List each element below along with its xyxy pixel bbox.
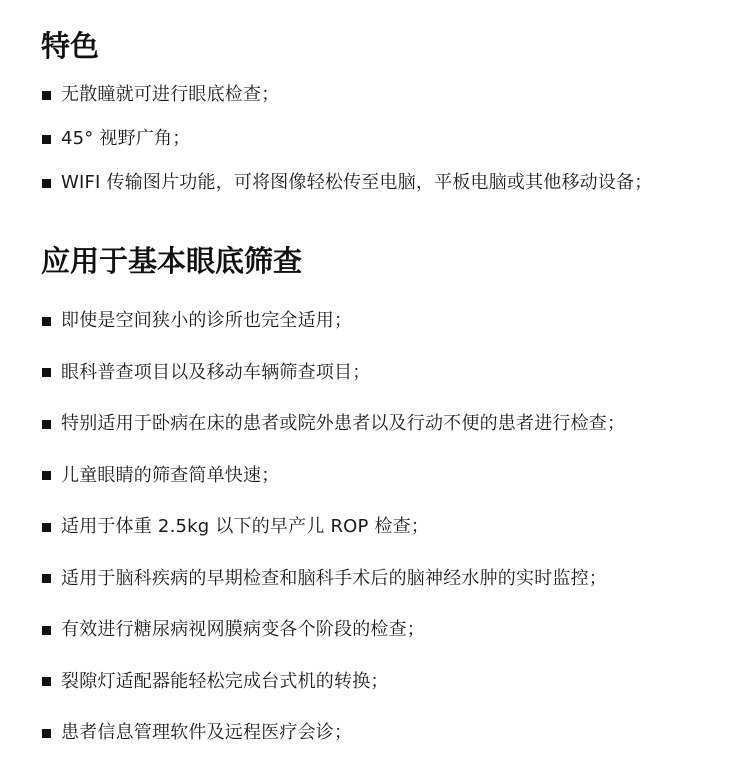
feature-item-wide-angle <box>42 124 742 154</box>
square-bullet-icon <box>42 677 51 686</box>
feature-item-no-dilation <box>42 80 742 110</box>
feature-item-text: 45° 视野广角； <box>61 128 191 149</box>
application-item-mobile-screening <box>42 358 742 388</box>
application-item-rop-check <box>42 512 742 542</box>
applications-list <box>42 306 742 770</box>
application-item-text: 适用于体重 2.5kg 以下的早产儿 ROP 检查； <box>61 516 430 537</box>
application-item-diabetic-retinopathy <box>42 615 742 645</box>
square-bullet-icon <box>42 420 51 429</box>
application-item-telemedicine <box>42 718 742 748</box>
square-bullet-icon <box>42 179 51 188</box>
square-bullet-icon <box>42 626 51 635</box>
application-item-text: 特别适用于卧病在床的患者或院外患者以及行动不便的患者进行检查； <box>61 413 626 434</box>
application-item-text: 适用于脑科疾病的早期检查和脑科手术后的脑神经水肿的实时监控； <box>61 567 607 589</box>
square-bullet-icon <box>42 471 51 480</box>
application-item-bedridden-patients <box>42 409 742 439</box>
application-item-neuro-monitoring <box>42 564 742 594</box>
application-item-text: 即使是空间狭小的诊所也完全适用； <box>61 310 353 331</box>
application-item-text: 裂隙灯适配器能轻松完成台式机的转换； <box>61 670 389 692</box>
features-title: 特色 <box>41 29 100 63</box>
application-item-text: 眼科普查项目以及移动车辆筛查项目； <box>61 361 371 383</box>
square-bullet-icon <box>42 135 51 144</box>
square-bullet-icon <box>42 523 51 532</box>
application-item-children-screening <box>42 461 742 491</box>
feature-item-text: WIFI 传输图片功能，可将图像轻松传至电脑，平板电脑或其他移动设备； <box>61 172 653 193</box>
applications-title: 应用于基本眼底筛查 <box>41 244 303 278</box>
square-bullet-icon <box>42 91 51 100</box>
feature-item-wifi-transfer <box>42 168 742 198</box>
application-item-text: 有效进行糖尿病视网膜病变各个阶段的检查； <box>61 619 425 640</box>
feature-item-text: 无散瞳就可进行眼底检查； <box>61 84 280 105</box>
features-list <box>42 80 742 212</box>
application-item-small-clinic <box>42 306 742 336</box>
square-bullet-icon <box>42 574 51 583</box>
square-bullet-icon <box>42 729 51 738</box>
application-item-slit-lamp-adapter <box>42 667 742 697</box>
square-bullet-icon <box>42 317 51 326</box>
application-item-text: 患者信息管理软件及远程医疗会诊； <box>61 722 353 743</box>
square-bullet-icon <box>42 368 51 377</box>
application-item-text: 儿童眼睛的筛查简单快速； <box>61 464 280 486</box>
